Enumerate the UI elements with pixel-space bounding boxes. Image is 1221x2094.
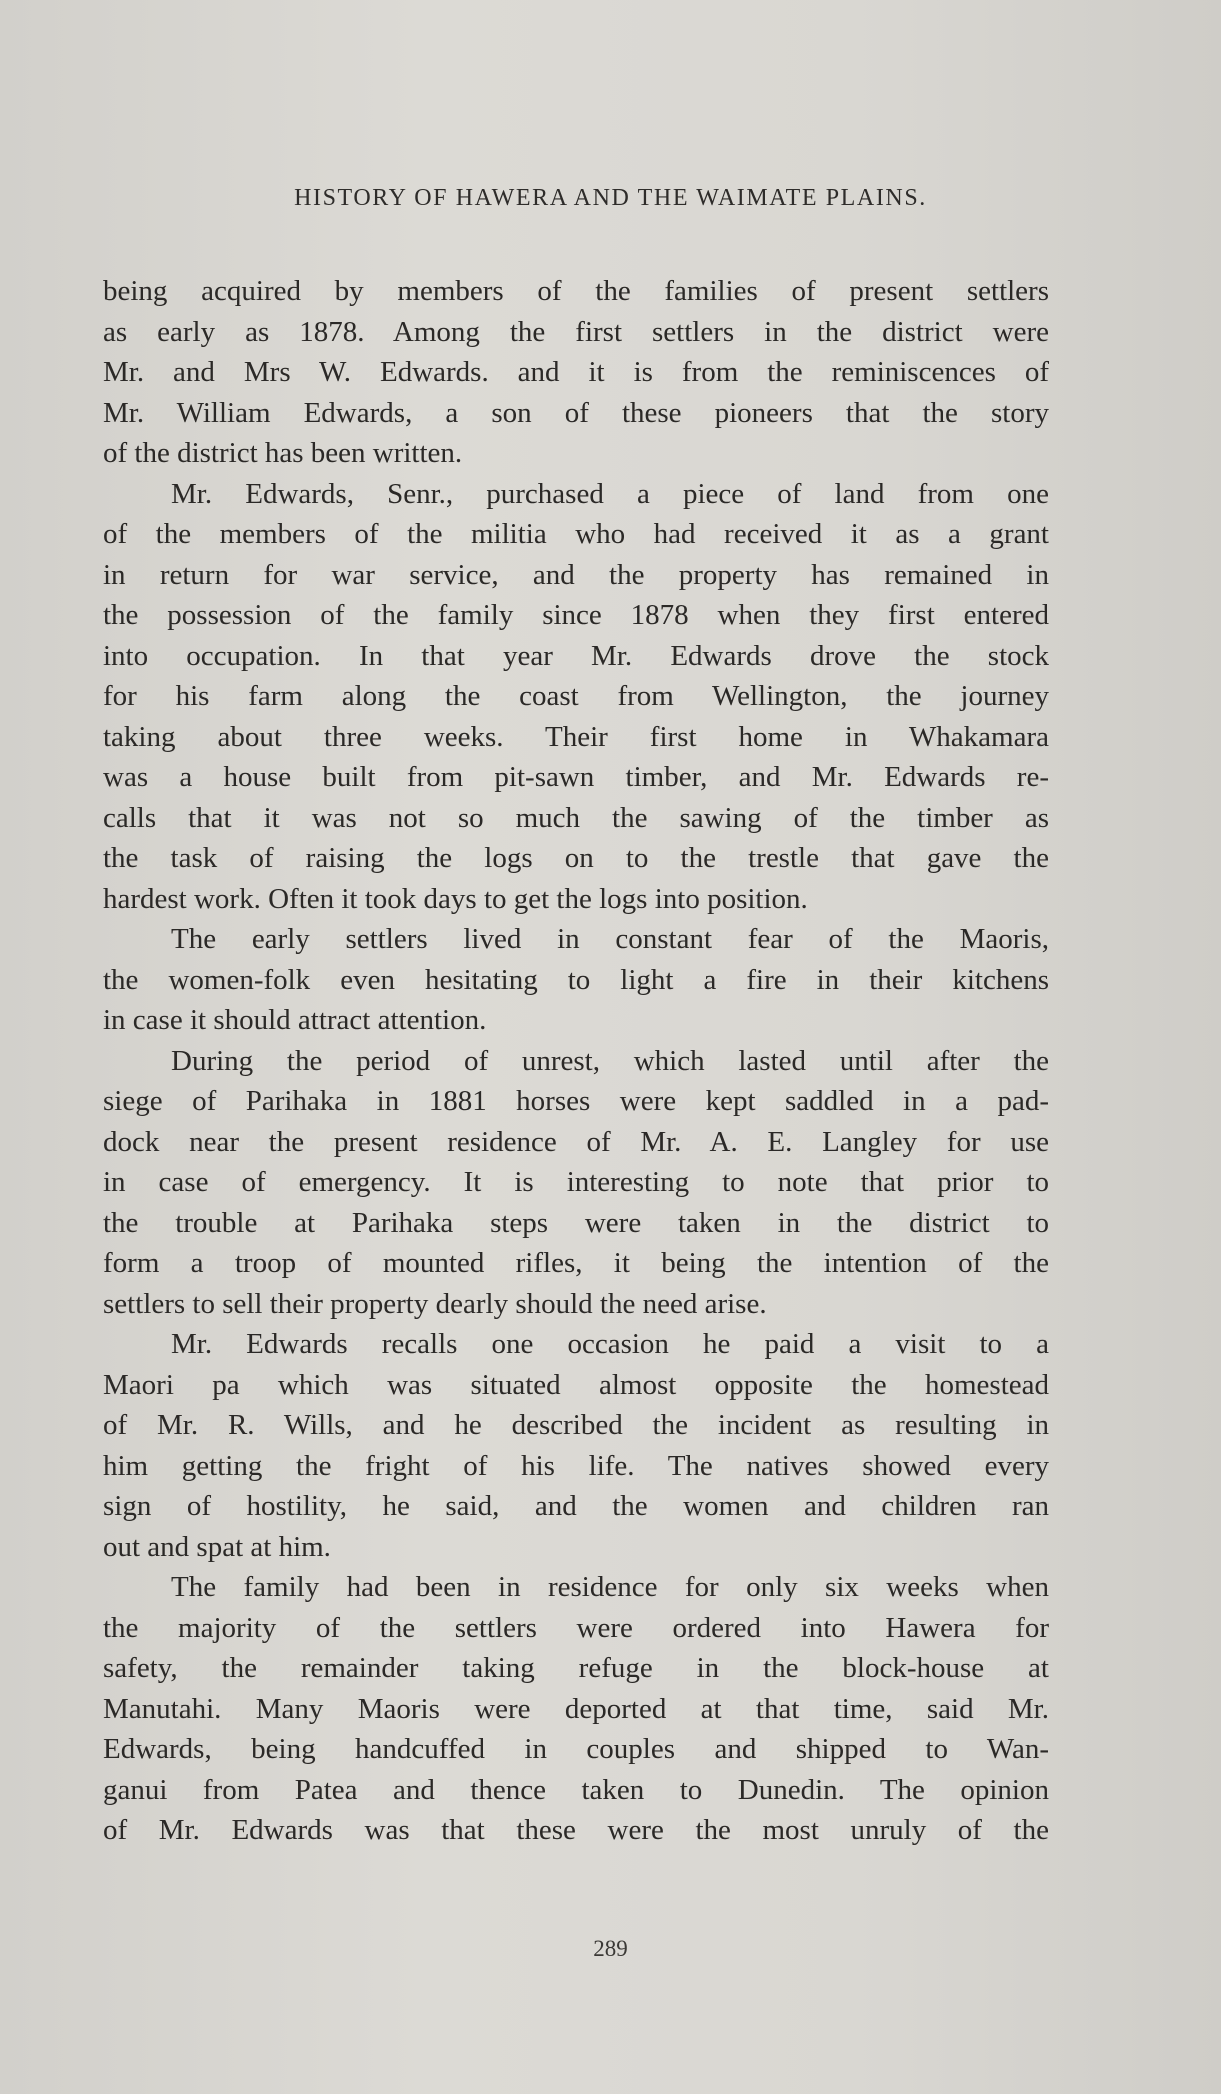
text-line: the trouble at Parihaka steps were taken in the district to	[103, 1206, 1049, 1239]
text-line: as early as 1878. Among the first settlers in the district were	[103, 315, 1049, 348]
paragraph	[103, 1567, 1049, 1851]
text-line: safety, the remainder taking refuge in the block-house at	[103, 1652, 1049, 1684]
text-line: in return for war service, and the property has remained in	[103, 558, 1049, 591]
text-line: of the members of the militia who had received it as a grant	[103, 518, 1049, 550]
text-line: out and spat at him.	[103, 1530, 331, 1563]
paragraph	[103, 919, 1049, 1041]
text-line: The early settlers lived in constant fear of the Maoris,	[171, 923, 1049, 955]
text-line: being acquired by members of the families of present settlers	[103, 275, 1049, 307]
text-line: settlers to sell their property dearly should the need arise.	[103, 1287, 767, 1320]
text-line: in case it should attract attention.	[103, 1004, 487, 1036]
text-line: Edwards, being handcuffed in couples and shipped to Wan-	[103, 1733, 1049, 1765]
text-line: Mr. Edwards recalls one occasion he paid a visit to a	[171, 1328, 1049, 1360]
text-line: of Mr. R. Wills, and he described the incident as resulting in	[103, 1409, 1049, 1441]
text-line: for his farm along the coast from Wellington, the journey	[103, 680, 1049, 712]
text-line: the task of raising the logs on to the trestle that gave the	[103, 842, 1049, 874]
text-line: the possession of the family since 1878 when they first entered	[103, 599, 1049, 631]
text-line: Mr. Edwards, Senr., purchased a piece of land from one	[171, 477, 1049, 510]
text-line: taking about three weeks. Their first home in Whakamara	[103, 720, 1049, 753]
text-line: of the district has been written.	[103, 437, 463, 469]
text-line: Mr. and Mrs W. Edwards. and it is from the reminiscences of	[103, 356, 1049, 388]
paragraph	[103, 1324, 1049, 1567]
text-line: Mr. William Edwards, a son of these pioneers that the story	[103, 396, 1049, 429]
text-line: in case of emergency. It is interesting to note that prior to	[103, 1166, 1049, 1198]
text-line: siege of Parihaka in 1881 horses were kept saddled in a pad-	[103, 1085, 1049, 1117]
text-line: sign of hostility, he said, and the women and children ran	[103, 1490, 1049, 1522]
paragraph	[103, 474, 1049, 920]
text-line: into occupation. In that year Mr. Edwards drove the stock	[103, 639, 1049, 672]
text-line: form a troop of mounted rifles, it being the intention of the	[103, 1247, 1049, 1279]
text-line: hardest work. Often it took days to get the logs into position.	[103, 882, 808, 915]
text-line: was a house built from pit-sawn timber, and Mr. Edwards re-	[103, 761, 1049, 793]
text-line: Manutahi. Many Maoris were deported at that time, said Mr.	[103, 1692, 1049, 1725]
running-header: HISTORY OF HAWERA AND THE WAIMATE PLAINS.	[294, 185, 927, 211]
text-line: calls that it was not so much the sawing of the timber as	[103, 801, 1049, 834]
paragraph	[103, 1041, 1049, 1325]
text-line: of Mr. Edwards was that these were the most unruly of the	[103, 1814, 1049, 1846]
text-line: The family had been in residence for only six weeks when	[171, 1571, 1049, 1603]
page-number: 289	[593, 1936, 628, 1961]
text-line: him getting the fright of his life. The natives showed every	[103, 1449, 1049, 1482]
text-line: ganui from Patea and thence taken to Dunedin. The opinion	[103, 1773, 1049, 1806]
text-line: During the period of unrest, which lasted until after the	[171, 1044, 1049, 1077]
body-text	[103, 271, 1049, 1851]
text-line: dock near the present residence of Mr. A. E. Langley for use	[103, 1125, 1049, 1158]
text-line: the women-folk even hesitating to light a fire in their kitchens	[103, 963, 1049, 996]
text-line: the majority of the settlers were ordered into Hawera for	[103, 1611, 1049, 1644]
paragraph	[103, 271, 1049, 474]
text-line: Maori pa which was situated almost opposite the homestead	[103, 1368, 1049, 1401]
